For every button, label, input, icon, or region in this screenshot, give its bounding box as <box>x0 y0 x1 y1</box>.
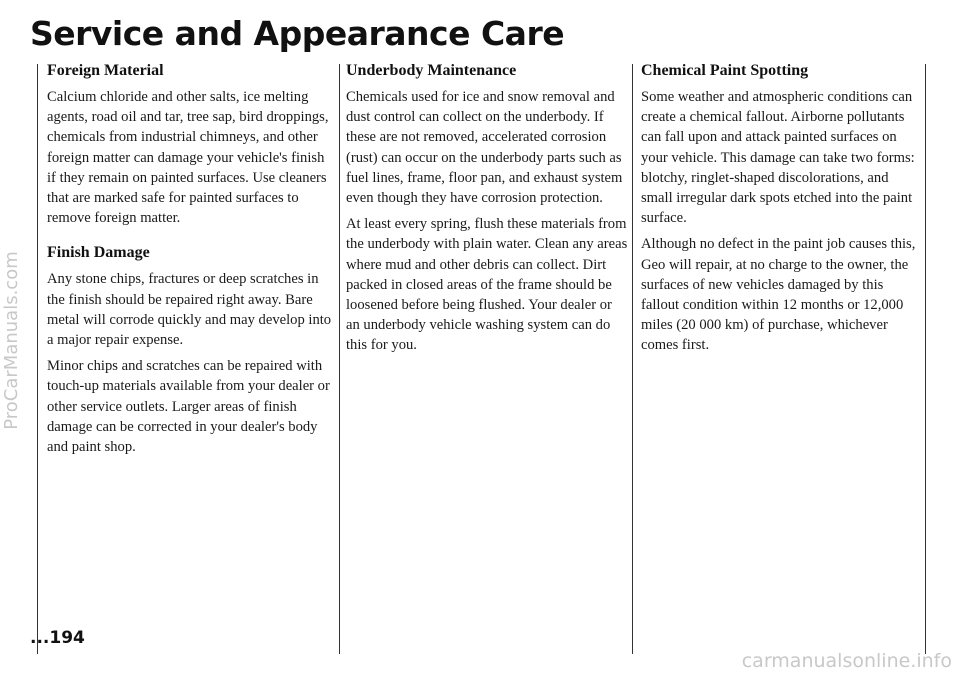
section-paragraph: Chemicals used for ice and snow removal and dust control can collect on the underbody. If these are not removed, accelerated corrosion (rust) can occur on the underbody parts such as fuel lines, frame, floor pan, and exhaust system even though they have corrosion protection. <box>346 89 623 207</box>
side-watermark <box>2 120 20 560</box>
column-divider <box>339 64 340 654</box>
section-paragraph: At least every spring, flush these materials from the underbody with plain water. Clean any areas where mud and other debris can collect. Dirt packed in closed areas of the frame should be loosened before being flushed. Your dealer or an underbody vehicle washing system can do this for you. <box>346 216 628 354</box>
section-paragraph: Although no defect in the paint job causes this, Geo will repair, at no charge to the owner, the surfaces of new vehicles damaged by this fallout condition within 12 months or 12,000 miles (20 000 km) of purchase, whichever comes first. <box>641 236 916 354</box>
section-heading-chemical-paint-spotting: Chemical Paint Spotting <box>641 62 809 79</box>
page-title: Service and Appearance Care <box>30 14 565 53</box>
section-paragraph: Some weather and atmospheric conditions can create a chemical fallout. Airborne pollutants can fall upon and attack painted surfaces on your vehicle. This damage can take two forms: blotchy, ringlet-shaped discolorations, and small irregular dark spots etched into the paint surface. <box>641 89 915 227</box>
column-divider <box>632 64 633 654</box>
side-watermark-text: ProCarManuals.com <box>0 250 22 430</box>
column-1 <box>47 62 332 463</box>
column-3 <box>641 62 923 362</box>
page-number: ...194 <box>30 628 85 648</box>
section-heading-finish-damage: Finish Damage <box>47 244 150 262</box>
column-divider <box>925 64 926 654</box>
section-heading-foreign-material: Foreign Material <box>47 62 164 79</box>
column-2 <box>346 62 628 362</box>
section-paragraph: Minor chips and scratches can be repaired with touch-up materials available from your dealer or other service outlets. Larger areas of finish damage can be corrected in your dealer's body and paint shop. <box>47 358 330 456</box>
section-heading-underbody-maintenance: Underbody Maintenance <box>346 62 517 79</box>
bottom-watermark: carmanualsonline.info <box>741 650 952 672</box>
section-paragraph: Any stone chips, fractures or deep scratches in the finish should be repaired right away. Bare metal will corrode quickly and may develop into a major repair expense. <box>47 271 332 349</box>
column-divider <box>37 64 38 654</box>
section-paragraph: Calcium chloride and other salts, ice melting agents, road oil and tar, tree sap, bird droppings, chemicals from industrial chimneys, and other foreign matter can damage your vehicle's finish if they remain on painted surfaces. Use cleaners that are marked safe for painted surfaces to remove foreign matter. <box>47 89 329 227</box>
